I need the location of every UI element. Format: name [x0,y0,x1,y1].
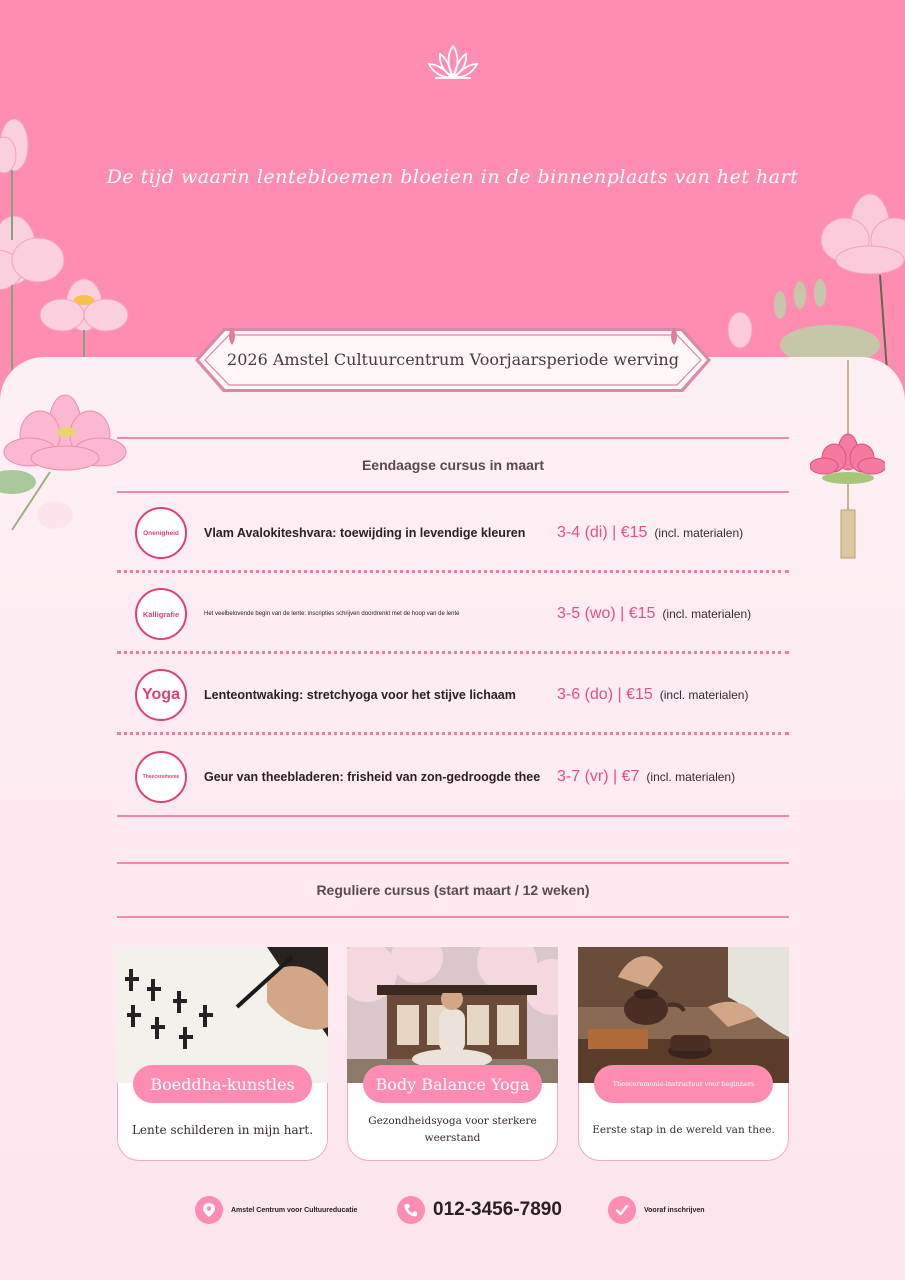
tea-ceremony-photo [578,947,789,1083]
calligraphy-photo [117,947,328,1083]
course-row [117,737,789,817]
course-name: Lenteontwaking: stretchyoga voor het stijve lichaam [204,688,516,702]
card-description: Gezondheidsyoga voor sterkere weerstand [368,1115,537,1144]
regular-course-card [347,947,558,1161]
footer-signup [608,1194,705,1226]
yoga-photo [347,947,558,1083]
course-date-price: 3-7 (vr) | €7 [557,768,640,785]
course-name: Vlam Avalokiteshvara: toewijding in levendige kleuren [204,526,526,540]
tagline: De tijd waarin lentebloemen bloeien in de binnenplaats van het hart [106,166,799,188]
card-description: Eerste stap in de wereld van thee. [592,1123,775,1136]
card-title: Boeddha-kunstles [133,1065,312,1103]
course-materials: (incl. materialen) [662,607,752,621]
lotus-flowers-right-decoration [720,185,905,385]
course-name: Het veelbelovende begin van de lente: inscripties schrijven doordrenkt met de hoop van de lente [204,611,460,617]
page-title: 2026 Amstel Cultuurcentrum Voorjaarsperiode werving [227,350,679,369]
lotus-flowers-left-decoration [0,110,140,370]
course-info [557,737,735,817]
course-info [557,655,748,735]
course-name: Geur van theebladeren: frisheid van zon-gedroogde thee [204,770,541,784]
regular-course-card [117,947,328,1161]
checkmark-icon [608,1196,636,1224]
regular-section-heading: Reguliere cursus (start maart / 12 weken) [117,862,789,918]
course-materials: (incl. materialen) [659,688,749,702]
course-info [557,493,743,573]
course-badge: Kalligrafie [135,588,187,640]
card-description: Lente schilderen in mijn hart. [131,1122,314,1137]
course-date-price: 3-4 (di) | €15 [557,524,648,541]
course-badge: Theeceremonie [135,751,187,803]
card-title: Theeceremonie-instructeur voor beginners [594,1065,773,1103]
phone-number[interactable]: 012-3456-7890 [433,1199,562,1220]
card-title: Body Balance Yoga [363,1065,542,1103]
course-row [117,493,789,573]
course-row [117,655,789,735]
hanging-lotus-ornament [810,360,885,565]
phone-icon [397,1196,425,1224]
course-row [117,574,789,654]
signup-note: Vooraf inschrijven [644,1206,705,1214]
course-info [557,574,751,654]
course-materials: (incl. materialen) [654,526,744,540]
course-materials: (incl. materialen) [646,770,736,784]
course-badge: Onenigheid [135,507,187,559]
course-date-price: 3-5 (wo) | €15 [557,605,656,622]
lotus-flower-card-decoration [0,390,130,550]
course-date-price: 3-6 (do) | €15 [557,686,653,703]
course-badge: Yoga [135,669,187,721]
footer-phone[interactable] [397,1194,562,1226]
ornament-right-icon [667,326,681,346]
organization-name: Amstel Centrum voor Cultuureducatie [231,1206,358,1214]
title-banner [193,326,713,394]
lotus-icon [425,42,481,82]
location-pin-icon [195,1196,223,1224]
regular-course-card [578,947,789,1161]
footer-organization [195,1194,357,1226]
one-day-section-heading: Eendaagse cursus in maart [117,437,789,493]
